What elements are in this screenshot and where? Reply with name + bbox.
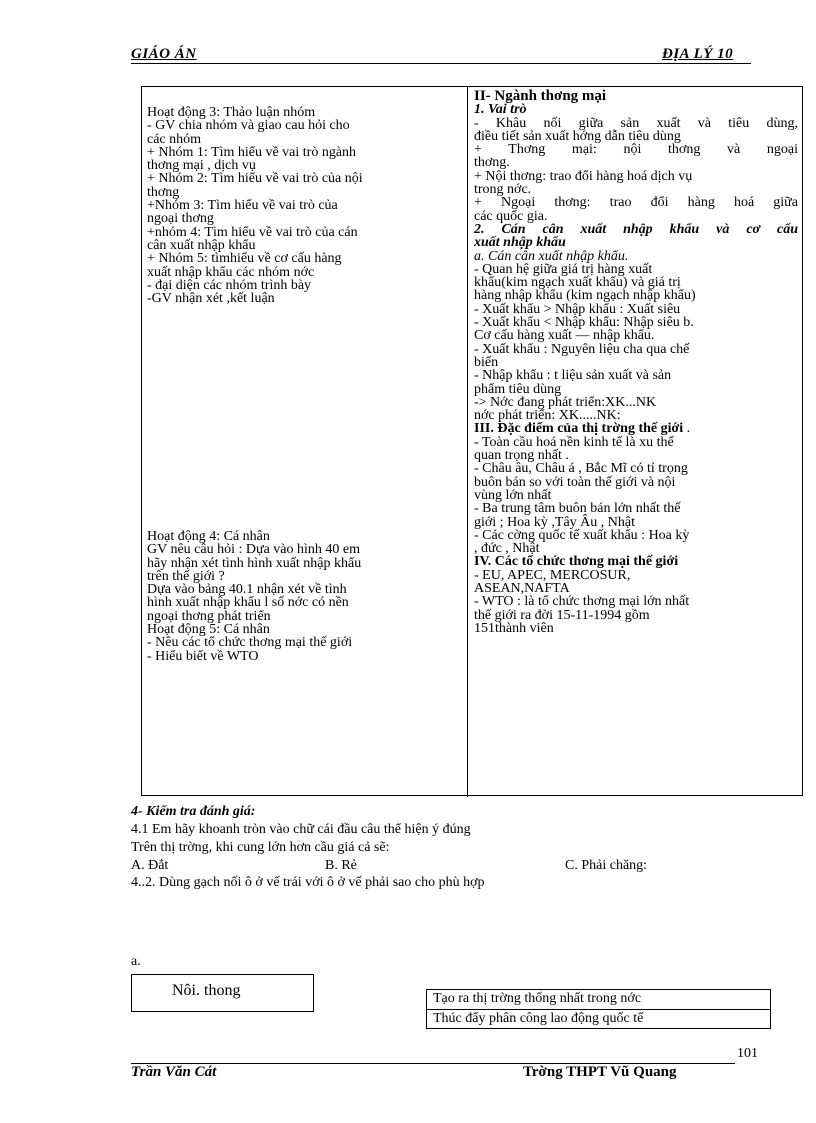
- text-line: + Nhóm 5: tìmhiểu về cơ cấu hàng: [147, 251, 342, 267]
- text-line: + Nhóm 1: Tìm hiểu về vai trò ngành: [147, 144, 357, 160]
- text-line: - WTO : là tổ chức thơng mại lớn nhất: [474, 594, 690, 610]
- text-line: điều tiết sản xuất hớng dẫn tiêu dùng: [474, 128, 681, 144]
- text-line: -GV nhận xét ,kết luận: [147, 291, 275, 307]
- option-b: B. Rẻ: [325, 858, 357, 873]
- section-heading-4: IV. Các tổ chức thơng mại thế giới: [474, 554, 679, 570]
- matching-right-option-2: Thúc đẩy phân công lao động quốc tế: [433, 1011, 644, 1026]
- left-activity-3: [147, 106, 463, 305]
- text-line: - Xuất khẩu < Nhập khẩu: Nhập siêu b.: [474, 315, 694, 331]
- section-heading-3-text: III. Đặc điểm của thị trờng thế giới: [474, 421, 684, 437]
- text-line: thơng.: [474, 155, 510, 171]
- text-line: Cơ cấu hàng xuất — nhập khẩu.: [474, 328, 655, 344]
- matching-right-boxes: [426, 989, 771, 1029]
- option-c: C. Phải chăng:: [565, 858, 648, 873]
- text-line: Hoạt động 5: Cá nhân: [147, 622, 270, 638]
- text-line: phẩm tiêu dùng: [474, 381, 562, 397]
- text-line: +nhóm 4: Tìm hiểu về vai trò của cán: [147, 224, 358, 240]
- question-4-2: 4..2. Dùng gạch nối ô ở vế trái với ô ở vế phải sao cho phù hợp: [131, 875, 485, 890]
- text-line: - EU, APEC, MERCOSUR,: [474, 567, 631, 583]
- text-line: +Nhóm 3: Tìm hiểu về vai trò của: [147, 198, 338, 214]
- text-line: + Nội thơng: trao đổi hàng hoá dịch vụ: [474, 168, 693, 184]
- section-heading-3-tail: .: [683, 421, 691, 437]
- text-line: các nhóm: [147, 131, 202, 147]
- text-line: + Nhóm 2: Tìm hiểu về vai trò của nội: [147, 171, 363, 187]
- text-line: vùng lớn nhất: [474, 487, 552, 503]
- header-rule: [131, 63, 751, 64]
- text-line: + Ngoại thơng: trao đổi hàng hoá giữa: [474, 195, 798, 211]
- text-line: Hoạt động 4: Cá nhân: [147, 529, 270, 544]
- matching-left-text: Nôi. thong: [172, 982, 241, 999]
- text-line: hãy nhận xét tình hình xuất nhập khẩu: [147, 555, 362, 571]
- text-line: các quốc gia.: [474, 208, 548, 224]
- text-line: - Các cờng quốc tế xuất khẩu : Hoa kỳ: [474, 527, 690, 543]
- text-line: xuất nhập khẩu các nhóm nớc: [147, 264, 315, 280]
- text-line: - GV chia nhóm và giao cau hỏi cho: [147, 118, 350, 134]
- text-line: - Xuất khẩu > Nhập khẩu : Xuất siêu: [474, 301, 681, 317]
- text-line: - Nhập khẩu : t liệu sản xuất và sản: [474, 368, 672, 384]
- text-line: - Hiểu biết về WTO: [147, 648, 259, 664]
- text-line: nớc phát triển: XK.....NK:: [474, 408, 621, 424]
- text-line: - Toàn cầu hoá nền kinh tế là xu thế: [474, 434, 674, 450]
- matching-label-a: a.: [131, 954, 141, 969]
- text-line: , đức , Nhật: [474, 541, 540, 557]
- text-line: + Thơng mại: nội thơng và ngoại: [474, 142, 798, 158]
- subheading-balance: 2. Cán cân xuất nhập khẩu và cơ cấu: [474, 221, 798, 237]
- table-column-divider: [467, 86, 468, 797]
- text-line: - Châu âu, Châu á , Bắc Mĩ có tỉ trọng: [474, 461, 688, 477]
- text-line: - Ba trung tâm buôn bán lớn nhất thế: [474, 501, 681, 517]
- text-line: thơng: [147, 184, 180, 200]
- text-line: trên thế giới ?: [147, 568, 225, 584]
- text-line: buôn bán so với toàn thế giới và nội: [474, 474, 676, 490]
- text-line: cân xuất nhập khẩu: [147, 237, 256, 253]
- text-line: hình xuất nhập khẩu l số nớc có nền: [147, 595, 349, 611]
- subheading-balance-a: a. Cán cân xuất nhập khẩu.: [474, 248, 629, 264]
- right-content: [474, 90, 798, 635]
- matching-left-box: [131, 974, 314, 1012]
- text-line: quan trọng nhất .: [474, 448, 569, 464]
- page-number: 101: [737, 1046, 758, 1061]
- text-line: GV nêu câu hỏi : Dựa vào hình 40 em: [147, 542, 361, 558]
- text-line: - Khâu nối giữa sản xuất và tiêu dùng,: [474, 115, 798, 131]
- text-line: giới ; Hoa kỳ ,Tây Âu , Nhật: [474, 514, 635, 530]
- text-line: thế giới ra đời 15-11-1994 gồm: [474, 607, 650, 623]
- text-line: - Quan hệ giữa giá trị hàng xuất: [474, 261, 653, 277]
- question-4-1: 4.1 Em hãy khoanh tròn vào chữ cái đầu câu thể hiện ý đúng: [131, 822, 471, 837]
- header-course: ĐỊA LÝ 10: [662, 46, 734, 62]
- footer-author: Trần Văn Cát: [131, 1064, 217, 1080]
- left-activity-4: [147, 530, 463, 663]
- header-subject: GIÁO ÁN: [131, 46, 197, 62]
- text-line: -> Nớc đang phát triển:XK...NK: [474, 394, 657, 410]
- text-line: trong nớc.: [474, 182, 532, 198]
- text-line: khẩu(kim ngạch xuất khẩu) và giá trị: [474, 275, 681, 291]
- matching-right-option-1: Tạo ra thị trờng thống nhất trong nớc: [427, 990, 770, 1010]
- text-line: Hoạt động 3: Thảo luận nhóm: [147, 105, 316, 120]
- assessment-title: 4- Kiểm tra đánh giá:: [131, 804, 256, 819]
- text-line: ngoại thơng: [147, 211, 214, 227]
- question-4-1-stem: Trên thị trờng, khi cung lớn hơn cầu giá cả sẽ:: [131, 840, 390, 855]
- text-line: biến: [474, 354, 499, 370]
- subheading-role: 1. Vai trò: [474, 102, 527, 118]
- option-a: A. Đắt: [131, 858, 169, 873]
- section-heading-2: II- Ngành thơng mại: [474, 88, 607, 104]
- text-line: 151thành viên: [474, 620, 554, 636]
- text-line: ASEAN,NAFTA: [474, 580, 570, 596]
- text-line: thơng mại , dịch vụ: [147, 158, 256, 174]
- text-line: - Xuất khẩu : Nguyên liệu cha qua chế: [474, 341, 690, 357]
- section-heading-3: [474, 422, 798, 435]
- footer-school: Trờng THPT Vũ Quang: [523, 1064, 677, 1080]
- text-line: ngoại thơng phát triển: [147, 608, 271, 624]
- text-line: - Nêu các tổ chức thơng mại thế giới: [147, 635, 353, 651]
- text-line: hàng nhập khẩu (kim ngạch nhập khẩu): [474, 288, 696, 304]
- text-line: - đại diện các nhóm trình bày: [147, 277, 312, 293]
- subheading-balance-cont: xuất nhập khẩu: [474, 235, 566, 251]
- text-line: Dựa vào bảng 40.1 nhận xét về tình: [147, 582, 347, 598]
